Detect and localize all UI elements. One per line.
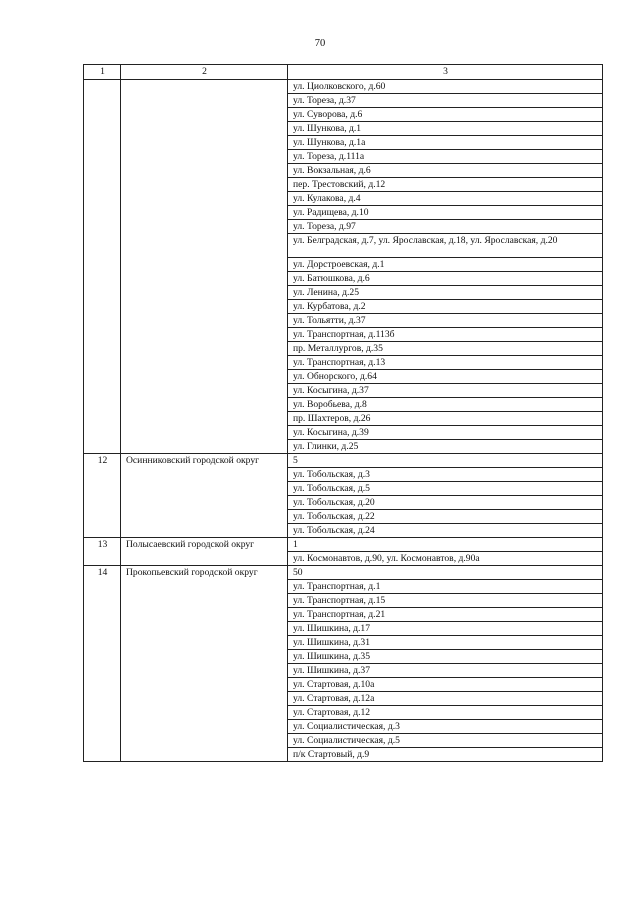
table-row [84,566,603,580]
address-cell: ул. Социалистическая, д.5 [288,734,603,748]
municipality-cell: Прокопьевский городской округ [121,566,288,762]
address-cell: 5 [288,454,603,468]
address-cell: ул. Белградская, д.7, ул. Ярославская, д.18, ул. Ярославская, д.20 [288,234,603,258]
address-cell: ул. Суворова, д.6 [288,108,603,122]
addresses-table [83,64,603,762]
address-cell: ул. Транспортная, д.21 [288,608,603,622]
municipality-cell: Полысаевский городской округ [121,538,288,566]
address-cell: ул. Косыгина, д.39 [288,426,603,440]
address-cell: ул. Социалистическая, д.3 [288,720,603,734]
address-cell: ул. Шункова, д.1 [288,122,603,136]
column-header-1: 1 [84,65,121,80]
address-cell: пер. Трестовский, д.12 [288,178,603,192]
address-cell: ул. Вокзальная, д.6 [288,164,603,178]
page-number: 70 [314,38,326,49]
address-cell: ул. Стартовая, д.12а [288,692,603,706]
address-cell: ул. Транспортная, д.1 [288,580,603,594]
column-header-2: 2 [121,65,288,80]
address-cell: п/к Стартовый, д.9 [288,748,603,762]
address-cell: ул. Циолковского, д.60 [288,80,603,94]
row-number-cell: 12 [84,454,121,538]
address-cell: ул. Курбатова, д.2 [288,300,603,314]
address-cell: ул. Обнорского, д.64 [288,370,603,384]
address-cell: ул. Шишкина, д.37 [288,664,603,678]
address-cell: ул. Глинки, д.25 [288,440,603,454]
address-cell: ул. Шункова, д.1а [288,136,603,150]
municipality-cell: Осинниковский городской округ [121,454,288,538]
address-cell: ул. Косыгина, д.37 [288,384,603,398]
address-cell: ул. Ленина, д.25 [288,286,603,300]
address-cell: ул. Тореза, д.111а [288,150,603,164]
row-number-cell: 13 [84,538,121,566]
address-cell: ул. Транспортная, д.15 [288,594,603,608]
address-cell: ул. Радищева, д.10 [288,206,603,220]
address-cell: пр. Металлургов, д.35 [288,342,603,356]
row-number-cell: 14 [84,566,121,762]
address-cell: ул. Тобольская, д.22 [288,510,603,524]
address-cell: ул. Шишкина, д.31 [288,636,603,650]
address-cell: ул. Транспортная, д.113б [288,328,603,342]
column-header-3: 3 [288,65,603,80]
address-cell: ул. Шишкина, д.35 [288,650,603,664]
address-cell: ул. Стартовая, д.10а [288,678,603,692]
address-cell: ул. Дорстроевская, д.1 [288,258,603,272]
address-cell: ул. Тобольская, д.24 [288,524,603,538]
address-cell: ул. Шишкина, д.17 [288,622,603,636]
address-cell: ул. Тореза, д.37 [288,94,603,108]
address-cell: ул. Транспортная, д.13 [288,356,603,370]
address-cell: пр. Шахтеров, д.26 [288,412,603,426]
table-body [84,65,603,762]
row-number-cell [84,80,121,454]
address-cell: ул. Кулакова, д.4 [288,192,603,206]
address-cell: ул. Тореза, д.97 [288,220,603,234]
address-cell: ул. Космонавтов, д.90, ул. Космонавтов, д.90а [288,552,603,566]
table-row [84,538,603,552]
table-row [84,454,603,468]
address-cell: ул. Тобольская, д.5 [288,482,603,496]
municipality-cell [121,80,288,454]
address-cell: ул. Воробьева, д.8 [288,398,603,412]
address-cell: 1 [288,538,603,552]
address-cell: 50 [288,566,603,580]
table-header-row [84,65,603,80]
table-row [84,80,603,94]
address-cell: ул. Тольятти, д.37 [288,314,603,328]
address-cell: ул. Батюшкова, д.6 [288,272,603,286]
address-cell: ул. Тобольская, д.20 [288,496,603,510]
address-cell: ул. Тобольская, д.3 [288,468,603,482]
address-cell: ул. Стартовая, д.12 [288,706,603,720]
